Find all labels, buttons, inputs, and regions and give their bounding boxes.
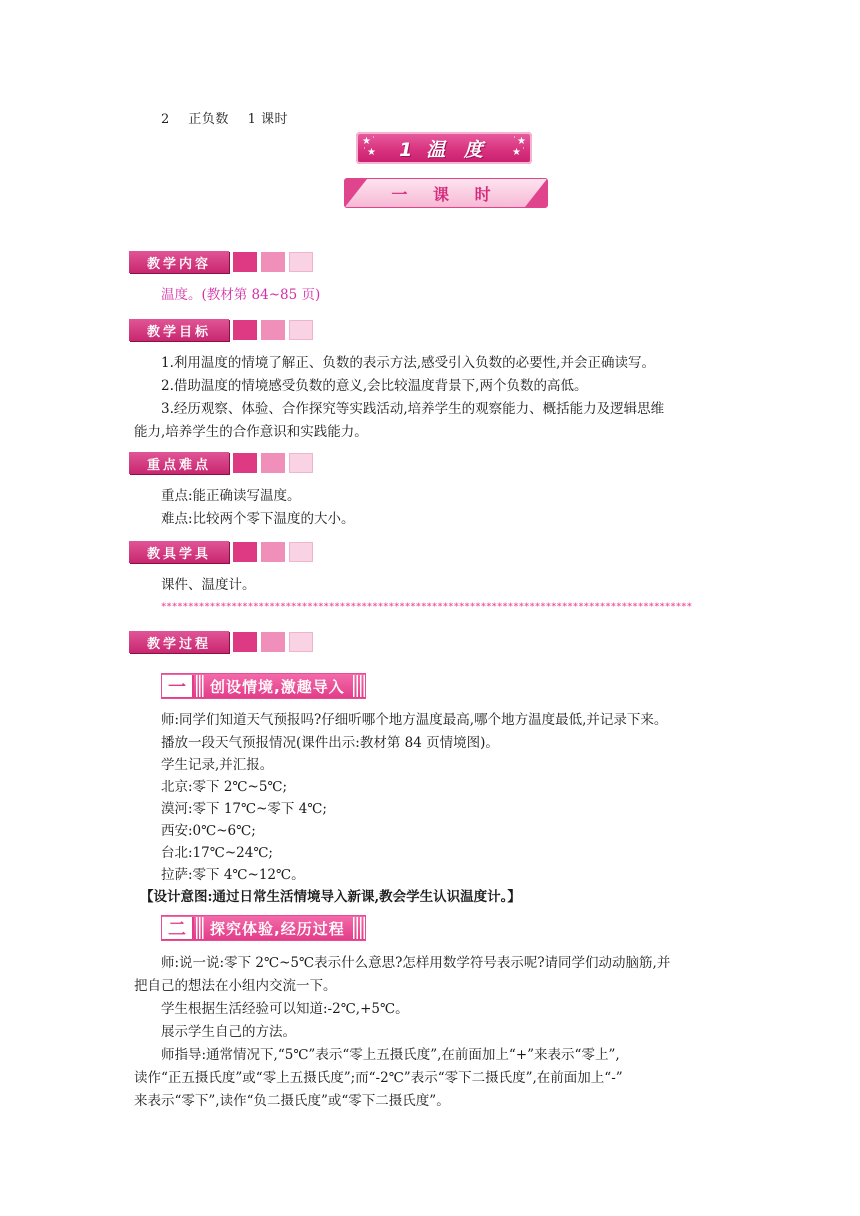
- paragraph-line: 学生记录,并汇报。: [161, 757, 274, 773]
- goal-item: 1.利用温度的情境了解正、负数的表示方法,感受引入负数的必要性,并会正确读写。: [161, 355, 655, 371]
- paragraph-line: 来表示“零下”,读作“负二摄氏度”或“零下二摄氏度”。: [134, 1093, 450, 1109]
- step-number: 二: [162, 917, 194, 939]
- lesson-number: 2: [161, 112, 170, 127]
- paragraph-line: 把自己的想法在小组内交流一下。: [134, 978, 337, 994]
- step-title: 探究体验,经历过程: [210, 919, 345, 938]
- goal-item: 3.经历观察、体验、合作探究等实践活动,培养学生的观察能力、概括能力及逻辑思维: [161, 401, 665, 417]
- goal-item: 能力,培养学生的合作意识和实践能力。: [134, 424, 368, 440]
- section-header-goals: 教学目标: [129, 318, 313, 342]
- goal-item: 2.借助温度的情境感受负数的意义,会比较温度背景下,两个负数的高低。: [161, 378, 588, 394]
- step-banner-1: [161, 673, 366, 699]
- star-divider: **************************************************************************************************: [161, 602, 693, 612]
- section-header-tools: 教具学具: [129, 540, 313, 564]
- title-banner: [356, 132, 532, 164]
- section-header-content: 教学内容: [129, 250, 313, 274]
- paragraph-line: 北京:零下 2℃~5℃;: [161, 779, 288, 795]
- sub-banner-label: 一 课 时: [391, 185, 501, 204]
- keypoint-item: 重点:能正确读写温度。: [161, 488, 301, 504]
- lesson-title: 1 温 度: [399, 139, 489, 161]
- paragraph-line: 读作“正五摄氏度”或“零上五摄氏度”;而“-2℃”表示“零下二摄氏度”,在前面加上“-”: [134, 1070, 623, 1086]
- step-number: 一: [162, 675, 194, 697]
- paragraph-line: 西安:0℃~6℃;: [161, 823, 256, 839]
- design-intent: 【设计意图:通过日常生活情境导入新课,教会学生认识温度计。】: [140, 889, 521, 905]
- lesson-hours: 1 课时: [247, 112, 288, 127]
- paragraph-line: 学生根据生活经验可以知道:-2℃,+5℃。: [161, 1001, 409, 1017]
- lesson-header: [161, 108, 302, 127]
- star-decoration-icon: ˙★ ★˙: [512, 136, 526, 158]
- unit-name: 正负数: [188, 112, 229, 127]
- paragraph-line: 台北:17℃~24℃;: [161, 845, 273, 861]
- sub-banner: [344, 178, 548, 208]
- section-header-keypoints: 重点难点: [129, 451, 313, 475]
- section-header-process: 教学过程: [129, 630, 313, 654]
- keypoint-item: 难点:比较两个零下温度的大小。: [161, 511, 355, 527]
- star-decoration-icon: ★˙ ˙★: [362, 136, 376, 158]
- paragraph-line: 师:说一说:零下 2℃~5℃表示什么意思?怎样用数学符号表示呢?请同学们动动脑筋,并: [161, 955, 671, 971]
- tools-text: 课件、温度计。: [161, 577, 256, 593]
- step-banner-2: [161, 915, 366, 941]
- paragraph-line: 师:同学们知道天气预报吗?仔细听哪个地方温度最高,哪个地方温度最低,并记录下来。: [161, 712, 668, 728]
- paragraph-line: 师指导:通常情况下,“5℃”表示“零上五摄氏度”,在前面加上“+”来表示“零上”,: [161, 1047, 620, 1063]
- paragraph-line: 展示学生自己的方法。: [161, 1024, 296, 1040]
- paragraph-line: 漠河:零下 17℃~零下 4℃;: [161, 801, 327, 817]
- step-title: 创设情境,激趣导入: [210, 677, 345, 696]
- content-text: 温度。(教材第 84~85 页): [161, 287, 321, 303]
- paragraph-line: 播放一段天气预报情况(课件出示:教材第 84 页情境图)。: [161, 735, 499, 751]
- paragraph-line: 拉萨:零下 4℃~12℃。: [161, 867, 305, 883]
